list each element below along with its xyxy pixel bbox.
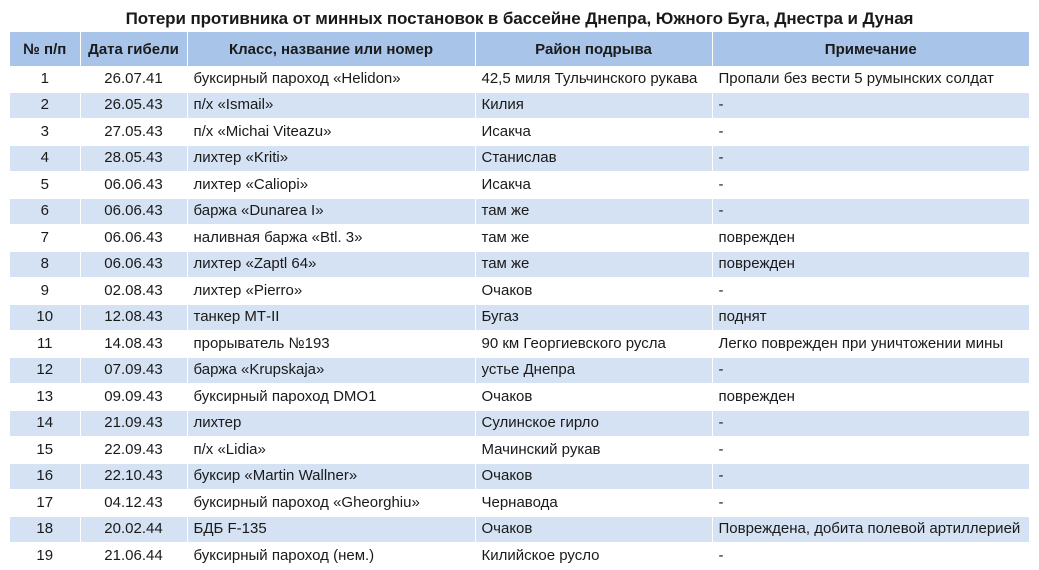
table-row [10,437,1029,464]
cell-note: - [718,493,724,511]
table-row [10,225,1029,252]
cell-num: 10 [10,304,80,331]
cell-date: 06.06.43 [80,198,187,225]
header-num: № п/п [10,32,80,66]
table-row [10,304,1029,331]
cell-name: буксирный пароход «Helidon» [187,66,475,92]
header-row [10,32,1029,66]
header-date: Дата гибели [80,32,187,66]
cell-note: - [712,410,1029,437]
header-note: Примечание [712,32,1029,66]
cell-place: Исакча [475,172,712,199]
cell-num: 2 [10,92,80,119]
cell-name: БДБ F-135 [187,516,475,543]
cell-name: танкер МТ-II [187,304,475,331]
table-row [10,357,1029,384]
cell-note: Пропали без вести 5 румынских солдат [718,69,994,87]
cell-name: прорыватель №193 [187,331,475,358]
cell-name: буксирный пароход (нем.) [187,543,475,570]
cell-place: Очаков [475,516,712,543]
table-row [10,66,1029,92]
cell-note: - [718,122,724,140]
cell-place: Исакча [475,119,712,146]
table-row [10,543,1029,570]
cell-place: Очаков [475,384,712,411]
cell-note: поврежден [718,228,795,246]
table-header [10,32,1029,66]
cell-name: лихтер [187,410,475,437]
cell-num: 5 [10,172,80,199]
header-name: Класс, название или номер [187,32,475,66]
cell-name: буксир «Martin Wallner» [187,463,475,490]
table-row [10,251,1029,278]
cell-name: п/х «Lidia» [187,437,475,464]
cell-place: Килия [475,92,712,119]
table-row [10,198,1029,225]
cell-num: 3 [10,119,80,146]
table-row [10,92,1029,119]
cell-date: 22.09.43 [80,437,187,464]
cell-name: баржа «Dunarea I» [187,198,475,225]
table-row [10,172,1029,199]
cell-note: поднят [712,304,1029,331]
cell-note: - [718,281,724,299]
cell-num: 11 [10,331,80,358]
table-row [10,119,1029,146]
cell-num: 14 [10,410,80,437]
cell-place: Килийское русло [475,543,712,570]
cell-note: - [712,198,1029,225]
cell-note: - [718,440,724,458]
cell-note: - [712,92,1029,119]
cell-date: 06.06.43 [80,172,187,199]
table-row [10,410,1029,437]
cell-name: баржа «Krupskaja» [187,357,475,384]
cell-note: Повреждена, добита полевой артиллерией [712,516,1029,543]
cell-place: Очаков [475,278,712,305]
cell-name: лихтер «Caliopi» [187,172,475,199]
cell-place: Станислав [475,145,712,172]
table-row [10,516,1029,543]
cell-place: 42,5 миля Тульчинского рукава [475,66,712,92]
table-row [10,384,1029,411]
table-row [10,145,1029,172]
cell-date: 02.08.43 [80,278,187,305]
cell-num: 12 [10,357,80,384]
cell-place: Чернавода [475,490,712,517]
cell-place: там же [475,251,712,278]
cell-note: - [712,463,1029,490]
cell-num: 1 [10,66,80,92]
table-row [10,331,1029,358]
cell-num: 15 [10,437,80,464]
cell-name: буксирный пароход «Gheorghiu» [187,490,475,517]
cell-date: 22.10.43 [80,463,187,490]
table-title: Потери противника от минных постановок в бассейне Днепра, Южного Буга, Днестра и Дуная [125,9,914,28]
cell-date: 20.02.44 [80,516,187,543]
cell-place: устье Днепра [475,357,712,384]
cell-date: 07.09.43 [80,357,187,384]
cell-num: 7 [10,225,80,252]
cell-date: 28.05.43 [80,145,187,172]
cell-place: 90 км Георгиевского русла [475,331,712,358]
cell-num: 8 [10,251,80,278]
cell-date: 14.08.43 [80,331,187,358]
cell-place: Сулинское гирло [475,410,712,437]
cell-num: 17 [10,490,80,517]
cell-name: буксирный пароход DMO1 [187,384,475,411]
cell-date: 12.08.43 [80,304,187,331]
cell-note: поврежден [712,251,1029,278]
cell-num: 9 [10,278,80,305]
table-row [10,463,1029,490]
cell-name: наливная баржа «Btl. 3» [187,225,475,252]
cell-date: 06.06.43 [80,225,187,252]
cell-date: 26.05.43 [80,92,187,119]
cell-num: 4 [10,145,80,172]
cell-name: лихтер «Zaptl 64» [187,251,475,278]
cell-date: 09.09.43 [80,384,187,411]
cell-place: там же [475,198,712,225]
cell-date: 06.06.43 [80,251,187,278]
cell-name: лихтер «Kriti» [187,145,475,172]
cell-date: 26.07.41 [80,66,187,92]
table-row [10,490,1029,517]
table-body [10,66,1029,569]
cell-note: - [718,546,724,564]
cell-date: 27.05.43 [80,119,187,146]
cell-num: 6 [10,198,80,225]
table-row [10,278,1029,305]
cell-note: - [712,357,1029,384]
cell-place: Очаков [475,463,712,490]
cell-place: Бугаз [475,304,712,331]
cell-name: п/х «Michai Viteazu» [187,119,475,146]
cell-num: 19 [10,543,80,570]
cell-num: 18 [10,516,80,543]
losses-table [10,32,1029,570]
cell-note: - [712,145,1029,172]
cell-note: Легко поврежден при уничтожении мины [718,334,1004,352]
cell-num: 13 [10,384,80,411]
cell-date: 04.12.43 [80,490,187,517]
cell-date: 21.06.44 [80,543,187,570]
cell-note: поврежден [718,387,795,405]
cell-date: 21.09.43 [80,410,187,437]
cell-name: п/х «Ismail» [187,92,475,119]
cell-place: Мачинский рукав [475,437,712,464]
header-place: Район подрыва [475,32,712,66]
cell-num: 16 [10,463,80,490]
cell-note: - [718,175,724,193]
cell-place: там же [475,225,712,252]
cell-name: лихтер «Pierro» [187,278,475,305]
